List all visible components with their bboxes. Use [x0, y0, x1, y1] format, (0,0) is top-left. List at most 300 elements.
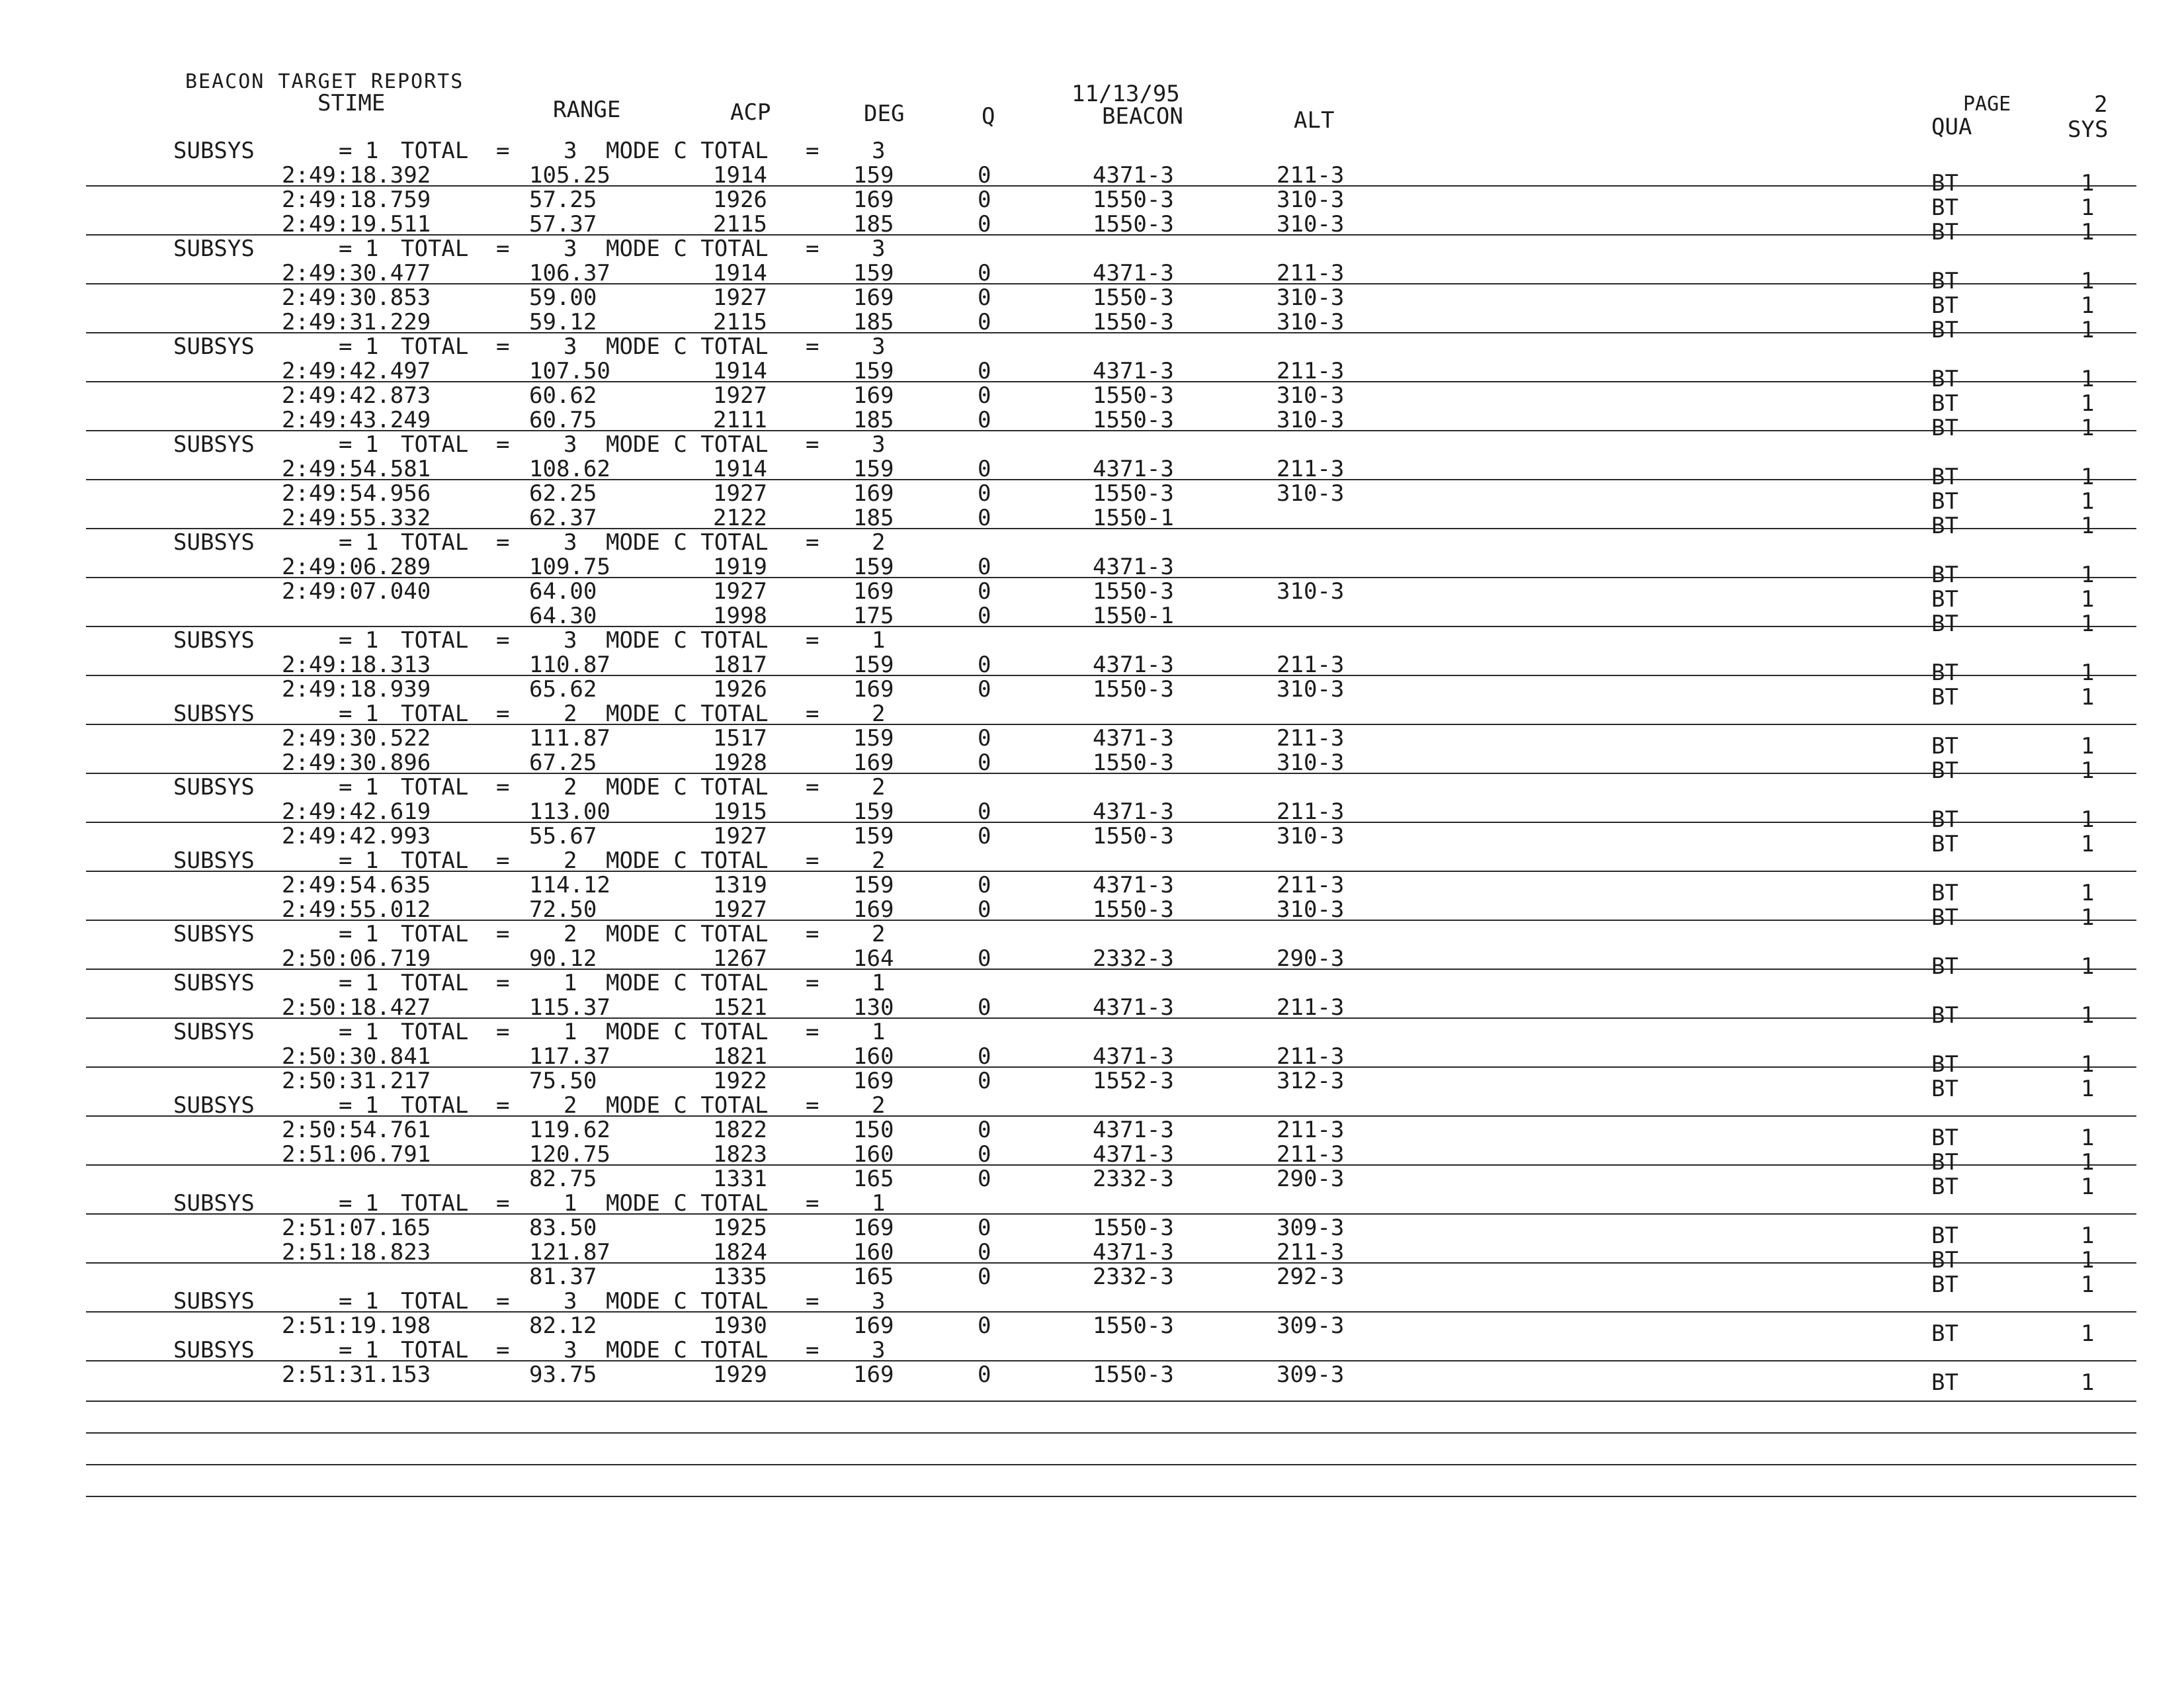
total-label: TOTAL [401, 847, 469, 874]
total-value: 1 [564, 970, 577, 996]
cell-deg: 169 [853, 382, 894, 409]
cell-deg: 130 [853, 994, 894, 1021]
cell-acp: 1817 [713, 652, 767, 678]
cell-acp: 1927 [713, 382, 767, 409]
cell-deg: 169 [853, 676, 894, 703]
total-eq: = [496, 970, 510, 996]
cell-beacon: 1550-3 [1093, 407, 1174, 433]
mode-c-total-label: MODE C TOTAL [606, 921, 769, 947]
cell-q: 0 [978, 1215, 991, 1241]
cell-sys: 1 [2081, 953, 2095, 980]
cell-stime: 2:49:30.522 [282, 725, 431, 752]
cell-range: 81.37 [529, 1264, 597, 1290]
mode-c-total-value: 3 [872, 1337, 886, 1363]
cell-q: 0 [978, 1239, 991, 1266]
cell-sys: 1 [2081, 684, 2095, 711]
cell-deg: 165 [853, 1166, 894, 1192]
subsys-label: SUBSYS [173, 1190, 255, 1217]
cell-acp: 1998 [713, 603, 767, 629]
cell-q: 0 [978, 798, 991, 825]
cell-alt: 211-3 [1277, 725, 1345, 752]
cell-deg: 175 [853, 603, 894, 629]
print-rule [86, 1401, 2136, 1402]
cell-q: 0 [978, 382, 991, 409]
cell-q: 0 [978, 1264, 991, 1290]
cell-range: 93.75 [529, 1361, 597, 1388]
mode-c-total-label: MODE C TOTAL [606, 1190, 769, 1217]
total-label: TOTAL [401, 774, 469, 800]
cell-qua: BT [1931, 194, 1958, 221]
cell-qua: BT [1931, 1076, 1958, 1102]
total-label: TOTAL [401, 701, 469, 727]
cell-beacon: 2332-3 [1093, 945, 1174, 972]
cell-beacon: 1550-1 [1093, 505, 1174, 531]
cell-range: 106.37 [529, 260, 610, 286]
cell-acp: 2115 [713, 211, 767, 237]
mode-c-total-value: 2 [872, 921, 886, 947]
cell-alt: 290-3 [1277, 1166, 1345, 1192]
cell-beacon: 4371-3 [1093, 652, 1174, 678]
cell-qua: BT [1931, 611, 1958, 637]
cell-alt: 312-3 [1277, 1068, 1345, 1094]
cell-deg: 169 [853, 284, 894, 311]
col-header-deg: DEG [864, 101, 905, 127]
cell-alt: 309-3 [1277, 1215, 1345, 1241]
cell-qua: BT [1931, 292, 1958, 319]
subsys-eq: = [339, 1288, 353, 1315]
total-eq: = [496, 1190, 510, 1217]
cell-alt: 310-3 [1277, 309, 1345, 335]
cell-sys: 1 [2081, 757, 2095, 784]
total-label: TOTAL [401, 1337, 469, 1363]
cell-q: 0 [978, 1068, 991, 1094]
cell-range: 72.50 [529, 896, 597, 923]
mode-c-total-label: MODE C TOTAL [606, 1337, 769, 1363]
subsys-value: 1 [365, 1190, 379, 1217]
cell-deg: 160 [853, 1141, 894, 1168]
cell-stime: 2:49:18.939 [282, 676, 431, 703]
cell-acp: 1517 [713, 725, 767, 752]
cell-range: 62.37 [529, 505, 597, 531]
cell-beacon: 1550-3 [1093, 676, 1174, 703]
mode-c-total-label: MODE C TOTAL [606, 236, 769, 262]
cell-range: 121.87 [529, 1239, 610, 1266]
subsys-label: SUBSYS [173, 138, 255, 164]
cell-acp: 1929 [713, 1361, 767, 1388]
cell-sys: 1 [2081, 513, 2095, 539]
col-header-range: RANGE [553, 97, 621, 123]
cell-stime: 2:50:54.761 [282, 1117, 431, 1143]
cell-beacon: 1550-3 [1093, 750, 1174, 776]
print-rule [86, 1464, 2136, 1465]
cell-alt: 211-3 [1277, 358, 1345, 384]
cell-deg: 169 [853, 1215, 894, 1241]
mode-c-total-eq: = [806, 236, 819, 262]
cell-sys: 1 [2081, 1272, 2095, 1298]
cell-q: 0 [978, 358, 991, 384]
col-header-qua: QUA [1931, 114, 1972, 140]
mode-c-total-value: 2 [872, 701, 886, 727]
total-eq: = [496, 1092, 510, 1119]
cell-deg: 159 [853, 823, 894, 849]
cell-deg: 169 [853, 187, 894, 213]
cell-qua: BT [1931, 1320, 1958, 1347]
cell-alt: 310-3 [1277, 382, 1345, 409]
cell-qua: BT [1931, 904, 1958, 931]
mode-c-total-eq: = [806, 431, 819, 458]
cell-beacon: 1550-3 [1093, 382, 1174, 409]
mode-c-total-label: MODE C TOTAL [606, 774, 769, 800]
cell-range: 65.62 [529, 676, 597, 703]
mode-c-total-eq: = [806, 627, 819, 654]
print-rule [86, 1496, 2136, 1497]
cell-beacon: 1550-3 [1093, 480, 1174, 507]
cell-acp: 1267 [713, 945, 767, 972]
subsys-label: SUBSYS [173, 921, 255, 947]
cell-deg: 159 [853, 798, 894, 825]
total-value: 3 [564, 236, 577, 262]
subsys-label: SUBSYS [173, 529, 255, 556]
cell-alt: 211-3 [1277, 456, 1345, 482]
cell-beacon: 4371-3 [1093, 994, 1174, 1021]
subsys-value: 1 [365, 847, 379, 874]
cell-acp: 1331 [713, 1166, 767, 1192]
cell-alt: 310-3 [1277, 896, 1345, 923]
total-eq: = [496, 774, 510, 800]
total-value: 3 [564, 1288, 577, 1315]
cell-qua: BT [1931, 562, 1958, 588]
subsys-eq: = [339, 847, 353, 874]
cell-qua: BT [1931, 1149, 1958, 1176]
mode-c-total-eq: = [806, 921, 819, 947]
cell-deg: 159 [853, 358, 894, 384]
cell-alt: 211-3 [1277, 162, 1345, 189]
cell-q: 0 [978, 896, 991, 923]
total-label: TOTAL [401, 236, 469, 262]
subsys-label: SUBSYS [173, 1288, 255, 1315]
cell-q: 0 [978, 1043, 991, 1070]
cell-sys: 1 [2081, 1174, 2095, 1200]
cell-stime: 2:49:43.249 [282, 407, 431, 433]
col-header-sys: SYS [2068, 116, 2109, 143]
mode-c-total-value: 2 [872, 529, 886, 556]
cell-stime: 2:49:30.477 [282, 260, 431, 286]
subsys-label: SUBSYS [173, 1337, 255, 1363]
cell-beacon: 1550-3 [1093, 309, 1174, 335]
total-value: 3 [564, 529, 577, 556]
cell-range: 55.67 [529, 823, 597, 849]
cell-deg: 169 [853, 480, 894, 507]
cell-q: 0 [978, 725, 991, 752]
cell-beacon: 2332-3 [1093, 1264, 1174, 1290]
cell-sys: 1 [2081, 1051, 2095, 1078]
col-header-beacon: BEACON [1102, 103, 1183, 130]
subsys-label: SUBSYS [173, 1092, 255, 1119]
cell-deg: 169 [853, 1068, 894, 1094]
total-eq: = [496, 1288, 510, 1315]
cell-acp: 1914 [713, 358, 767, 384]
total-value: 3 [564, 431, 577, 458]
cell-beacon: 4371-3 [1093, 162, 1174, 189]
cell-stime: 2:49:42.497 [282, 358, 431, 384]
cell-stime: 2:51:18.823 [282, 1239, 431, 1266]
cell-acp: 1927 [713, 480, 767, 507]
cell-stime: 2:49:18.392 [282, 162, 431, 189]
cell-qua: BT [1931, 660, 1958, 686]
cell-qua: BT [1931, 1247, 1958, 1273]
total-eq: = [496, 236, 510, 262]
cell-range: 59.12 [529, 309, 597, 335]
total-eq: = [496, 431, 510, 458]
cell-stime: 2:49:31.229 [282, 309, 431, 335]
cell-alt: 211-3 [1277, 1043, 1345, 1070]
cell-beacon: 2332-3 [1093, 1166, 1174, 1192]
cell-stime: 2:49:07.040 [282, 578, 431, 605]
total-eq: = [496, 701, 510, 727]
total-value: 1 [564, 1190, 577, 1217]
cell-q: 0 [978, 456, 991, 482]
cell-acp: 1319 [713, 872, 767, 898]
total-value: 2 [564, 921, 577, 947]
cell-range: 64.00 [529, 578, 597, 605]
cell-q: 0 [978, 162, 991, 189]
mode-c-total-label: MODE C TOTAL [606, 970, 769, 996]
mode-c-total-eq: = [806, 774, 819, 800]
total-value: 3 [564, 1337, 577, 1363]
cell-range: 108.62 [529, 456, 610, 482]
cell-deg: 159 [853, 260, 894, 286]
cell-acp: 1335 [713, 1264, 767, 1290]
subsys-eq: = [339, 1337, 353, 1363]
col-header-alt: ALT [1294, 107, 1335, 134]
subsys-value: 1 [365, 236, 379, 262]
report-date: 11/13/95 [1071, 81, 1180, 107]
cell-acp: 1824 [713, 1239, 767, 1266]
cell-sys: 1 [2081, 1369, 2095, 1396]
cell-deg: 169 [853, 1361, 894, 1388]
total-label: TOTAL [401, 1190, 469, 1217]
cell-beacon: 4371-3 [1093, 798, 1174, 825]
cell-beacon: 4371-3 [1093, 554, 1174, 580]
mode-c-total-eq: = [806, 1092, 819, 1119]
cell-beacon: 1550-3 [1093, 823, 1174, 849]
cell-range: 75.50 [529, 1068, 597, 1094]
cell-range: 60.62 [529, 382, 597, 409]
cell-acp: 2122 [713, 505, 767, 531]
subsys-eq: = [339, 1092, 353, 1119]
cell-qua: BT [1931, 806, 1958, 833]
cell-qua: BT [1931, 268, 1958, 294]
cell-qua: BT [1931, 1002, 1958, 1029]
cell-acp: 1927 [713, 578, 767, 605]
cell-alt: 211-3 [1277, 1239, 1345, 1266]
total-eq: = [496, 627, 510, 654]
mode-c-total-label: MODE C TOTAL [606, 529, 769, 556]
mode-c-total-value: 1 [872, 970, 886, 996]
total-eq: = [496, 1019, 510, 1045]
cell-beacon: 4371-3 [1093, 456, 1174, 482]
total-value: 1 [564, 1019, 577, 1045]
cell-alt: 310-3 [1277, 750, 1345, 776]
cell-q: 0 [978, 407, 991, 433]
cell-acp: 1823 [713, 1141, 767, 1168]
cell-beacon: 4371-3 [1093, 872, 1174, 898]
cell-q: 0 [978, 1166, 991, 1192]
mode-c-total-label: MODE C TOTAL [606, 701, 769, 727]
mode-c-total-label: MODE C TOTAL [606, 1288, 769, 1315]
total-eq: = [496, 921, 510, 947]
cell-q: 0 [978, 872, 991, 898]
cell-beacon: 1550-1 [1093, 603, 1174, 629]
subsys-value: 1 [365, 1288, 379, 1315]
total-value: 2 [564, 774, 577, 800]
cell-q: 0 [978, 652, 991, 678]
cell-deg: 169 [853, 1313, 894, 1339]
cell-stime: 2:51:31.153 [282, 1361, 431, 1388]
total-label: TOTAL [401, 1288, 469, 1315]
cell-qua: BT [1931, 880, 1958, 906]
cell-acp: 1914 [713, 162, 767, 189]
cell-qua: BT [1931, 464, 1958, 490]
subsys-eq: = [339, 138, 353, 164]
cell-q: 0 [978, 284, 991, 311]
total-label: TOTAL [401, 138, 469, 164]
cell-qua: BT [1931, 1174, 1958, 1200]
mode-c-total-value: 3 [872, 1288, 886, 1315]
total-label: TOTAL [401, 529, 469, 556]
cell-qua: BT [1931, 317, 1958, 343]
cell-alt: 310-3 [1277, 211, 1345, 237]
mode-c-total-eq: = [806, 847, 819, 874]
cell-alt: 310-3 [1277, 480, 1345, 507]
cell-alt: 211-3 [1277, 652, 1345, 678]
cell-range: 60.75 [529, 407, 597, 433]
cell-acp: 2111 [713, 407, 767, 433]
cell-qua: BT [1931, 1369, 1958, 1396]
cell-sys: 1 [2081, 806, 2095, 833]
subsys-label: SUBSYS [173, 970, 255, 996]
cell-deg: 159 [853, 872, 894, 898]
cell-alt: 211-3 [1277, 798, 1345, 825]
cell-acp: 1927 [713, 823, 767, 849]
cell-alt: 309-3 [1277, 1361, 1345, 1388]
mode-c-total-value: 2 [872, 774, 886, 800]
cell-deg: 185 [853, 309, 894, 335]
total-label: TOTAL [401, 1019, 469, 1045]
cell-sys: 1 [2081, 733, 2095, 759]
mode-c-total-value: 1 [872, 627, 886, 654]
subsys-eq: = [339, 529, 353, 556]
cell-qua: BT [1931, 1223, 1958, 1249]
mode-c-total-value: 3 [872, 431, 886, 458]
cell-stime: 2:50:06.719 [282, 945, 431, 972]
cell-beacon: 4371-3 [1093, 1117, 1174, 1143]
subsys-eq: = [339, 236, 353, 262]
cell-acp: 1930 [713, 1313, 767, 1339]
cell-qua: BT [1931, 366, 1958, 392]
print-rule [86, 1432, 2136, 1434]
cell-stime: 2:49:54.581 [282, 456, 431, 482]
cell-sys: 1 [2081, 268, 2095, 294]
subsys-label: SUBSYS [173, 431, 255, 458]
cell-sys: 1 [2081, 415, 2095, 441]
cell-acp: 1922 [713, 1068, 767, 1094]
cell-beacon: 4371-3 [1093, 1141, 1174, 1168]
cell-stime: 2:49:30.853 [282, 284, 431, 311]
cell-range: 111.87 [529, 725, 610, 752]
cell-deg: 165 [853, 1264, 894, 1290]
cell-qua: BT [1931, 684, 1958, 711]
cell-q: 0 [978, 603, 991, 629]
subsys-label: SUBSYS [173, 847, 255, 874]
cell-acp: 1822 [713, 1117, 767, 1143]
cell-stime: 2:49:42.993 [282, 823, 431, 849]
cell-alt: 310-3 [1277, 284, 1345, 311]
cell-qua: BT [1931, 757, 1958, 784]
cell-q: 0 [978, 1141, 991, 1168]
mode-c-total-eq: = [806, 1288, 819, 1315]
subsys-eq: = [339, 333, 353, 360]
cell-acp: 1521 [713, 994, 767, 1021]
subsys-value: 1 [365, 138, 379, 164]
cell-range: 119.62 [529, 1117, 610, 1143]
subsys-label: SUBSYS [173, 627, 255, 654]
cell-alt: 211-3 [1277, 1117, 1345, 1143]
cell-beacon: 1550-3 [1093, 578, 1174, 605]
mode-c-total-eq: = [806, 138, 819, 164]
cell-deg: 159 [853, 456, 894, 482]
cell-sys: 1 [2081, 194, 2095, 221]
cell-alt: 211-3 [1277, 260, 1345, 286]
subsys-eq: = [339, 627, 353, 654]
cell-range: 67.25 [529, 750, 597, 776]
cell-sys: 1 [2081, 390, 2095, 417]
mode-c-total-eq: = [806, 1337, 819, 1363]
cell-beacon: 1550-3 [1093, 187, 1174, 213]
subsys-value: 1 [365, 1092, 379, 1119]
cell-sys: 1 [2081, 904, 2095, 931]
subsys-value: 1 [365, 921, 379, 947]
mode-c-total-eq: = [806, 1190, 819, 1217]
cell-alt: 309-3 [1277, 1313, 1345, 1339]
cell-stime: 2:49:55.012 [282, 896, 431, 923]
mode-c-total-eq: = [806, 701, 819, 727]
cell-sys: 1 [2081, 1149, 2095, 1176]
cell-deg: 185 [853, 211, 894, 237]
mode-c-total-eq: = [806, 333, 819, 360]
mode-c-total-value: 3 [872, 236, 886, 262]
cell-q: 0 [978, 994, 991, 1021]
cell-alt: 211-3 [1277, 994, 1345, 1021]
cell-q: 0 [978, 750, 991, 776]
total-value: 3 [564, 333, 577, 360]
cell-stime: 2:51:19.198 [282, 1313, 431, 1339]
cell-deg: 169 [853, 896, 894, 923]
cell-sys: 1 [2081, 1247, 2095, 1273]
total-value: 2 [564, 701, 577, 727]
cell-alt: 310-3 [1277, 578, 1345, 605]
cell-beacon: 1550-3 [1093, 211, 1174, 237]
subsys-value: 1 [365, 627, 379, 654]
cell-stime: 2:50:18.427 [282, 994, 431, 1021]
subsys-label: SUBSYS [173, 774, 255, 800]
mode-c-total-label: MODE C TOTAL [606, 138, 769, 164]
cell-acp: 1927 [713, 284, 767, 311]
cell-qua: BT [1931, 1272, 1958, 1298]
cell-deg: 164 [853, 945, 894, 972]
cell-stime: 2:49:42.873 [282, 382, 431, 409]
cell-beacon: 4371-3 [1093, 260, 1174, 286]
